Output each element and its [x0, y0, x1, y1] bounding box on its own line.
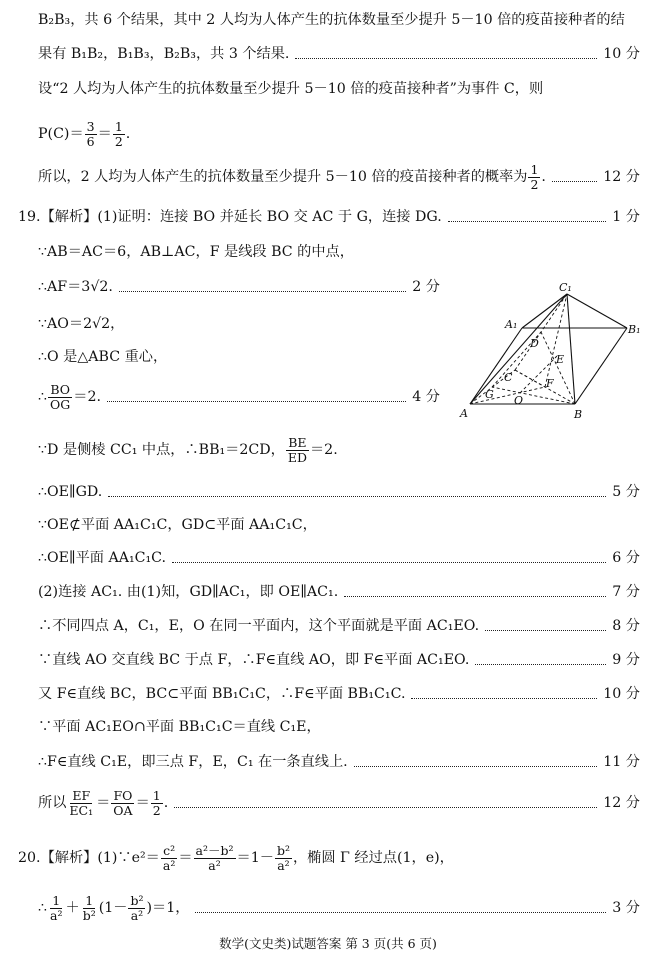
- denominator: 2: [530, 176, 539, 192]
- line-text: 19.【解析】(1)证明：连接 BO 并延长 BO 交 AC 于 G，连接 DG.: [18, 209, 442, 225]
- numerator: 1: [85, 892, 94, 908]
- point-label-F: F: [546, 377, 554, 390]
- text-line: [18, 840, 454, 876]
- line-text: ＝: [135, 795, 150, 811]
- text-line: [38, 77, 543, 101]
- denominator: a²: [208, 857, 221, 873]
- score-label: 9 分: [612, 652, 640, 668]
- fraction: [161, 844, 177, 873]
- fraction: [194, 844, 236, 873]
- numerator: BO: [50, 381, 70, 397]
- edge-C1-B1: [567, 294, 627, 328]
- text-line: [38, 240, 354, 264]
- dot-leader: [174, 807, 597, 808]
- line-text: ∴OE∥GD.: [38, 484, 103, 500]
- edge-A-A1: [470, 328, 522, 404]
- numerator: 1: [52, 892, 61, 908]
- score-label: 10 分: [603, 686, 640, 702]
- text-line: [38, 42, 640, 66]
- fraction: [151, 789, 163, 818]
- text-line: [38, 312, 124, 336]
- fraction: [128, 894, 145, 923]
- text-line: [38, 786, 640, 820]
- point-label-B: B: [574, 408, 583, 421]
- score-label: 2 分: [412, 279, 440, 295]
- dot-leader: [108, 496, 606, 497]
- edge-A1-C1: [522, 294, 567, 328]
- text-line: [38, 648, 640, 672]
- score-label: 1 分: [612, 209, 640, 225]
- line-text: ，椭圆 Γ 经过点(1，e)，: [292, 850, 454, 866]
- point-label-A: A: [460, 407, 468, 420]
- dot-leader: [119, 291, 406, 292]
- line-text: 果有 B₁B₂，B₁B₃，B₂B₃，共 3 个结果.: [38, 46, 290, 62]
- dot-leader: [552, 181, 597, 182]
- score-label: 7 分: [612, 584, 640, 600]
- score-label: 12 分: [603, 169, 640, 185]
- line-text: ＝2.: [73, 389, 101, 405]
- fraction: [81, 894, 98, 923]
- text-line: [38, 890, 640, 926]
- denominator: b²: [82, 907, 96, 923]
- seg-A-F: [470, 387, 545, 404]
- text-line: [38, 160, 640, 194]
- numerator: FO: [113, 787, 133, 803]
- text-line: [38, 614, 640, 638]
- line-text: (2)连接 AC₁. 由(1)知，GD∥AC₁，即 OE∥AC₁.: [38, 584, 339, 600]
- denominator: a²: [50, 907, 63, 923]
- score-label: 8 分: [612, 618, 640, 634]
- dot-leader: [295, 58, 597, 59]
- point-label-E: E: [556, 353, 565, 366]
- dot-leader: [354, 766, 598, 767]
- denominator: 2: [152, 802, 161, 818]
- numerator: b²: [130, 892, 144, 908]
- point-label-B1: B₁: [628, 323, 641, 336]
- line-text: ∵平面 AC₁EO∩平面 BB₁C₁C＝直线 C₁E，: [38, 719, 321, 735]
- line-text: ∴不同四点 A，C₁，E，O 在同一平面内，这个平面就是平面 AC₁EO.: [38, 618, 480, 634]
- text-line: [38, 117, 130, 151]
- fraction: [48, 383, 72, 412]
- dot-leader: [344, 596, 606, 597]
- fraction: [113, 120, 125, 149]
- denominator: EC₁: [69, 802, 94, 818]
- text-line: [38, 480, 640, 504]
- denominator: OA: [113, 802, 133, 818]
- point-label-D: D: [530, 337, 539, 350]
- line-text: ∵AB＝AC＝6，AB⊥AC，F 是线段 BC 的中点，: [38, 244, 354, 260]
- numerator: a²－b²: [195, 842, 234, 858]
- numerator: 1: [530, 161, 539, 177]
- fraction: [48, 894, 64, 923]
- denominator: a²: [277, 857, 290, 873]
- prism-diagram: [455, 276, 645, 426]
- score-label: 6 分: [612, 550, 640, 566]
- line-text: ∴OE∥平面 AA₁C₁C.: [38, 550, 167, 566]
- denominator: OG: [50, 396, 71, 412]
- numerator: 1: [152, 787, 161, 803]
- fraction: [85, 120, 97, 149]
- line-text: ∴AF＝3√2.: [38, 279, 113, 295]
- numerator: EF: [72, 787, 91, 803]
- line-text: ∴F∈直线 C₁E，即三点 F，E，C₁ 在一条直线上.: [38, 754, 348, 770]
- text-line: [38, 275, 440, 299]
- numerator: c²: [163, 842, 176, 858]
- score-label: 11 分: [603, 754, 640, 770]
- point-label-C1: C₁: [559, 281, 572, 294]
- seg-B-D: [541, 332, 575, 404]
- line-text: ＝2.: [309, 442, 338, 458]
- page-footer: 数学(文史类)试题答案 第 3 页(共 6 页): [219, 936, 437, 951]
- denominator: 6: [86, 133, 95, 149]
- numerator: b²: [276, 842, 290, 858]
- line-text: 又 F∈直线 BC，BC⊂平面 BB₁C₁C，∴F∈平面 BB₁C₁C.: [38, 686, 406, 702]
- point-label-O: O: [514, 394, 524, 407]
- fraction: [528, 163, 540, 192]
- text-line: [38, 513, 317, 537]
- score-label: 3 分: [612, 900, 640, 916]
- numerator: 1: [114, 118, 123, 134]
- line-text: ∵AO＝2√2，: [38, 316, 125, 332]
- text-line: [38, 580, 640, 604]
- text-line: [38, 682, 640, 706]
- line-text: B₂B₃，共 6 个结果，其中 2 人均为人体产生的抗体数量至少提升 5－10 倍的疫苗接种者的结: [38, 12, 625, 28]
- denominator: ED: [287, 449, 307, 465]
- line-text: 设“2 人均为人体产生的抗体数量至少提升 5－10 倍的疫苗接种者”为事件 C，则: [38, 81, 544, 97]
- point-label-C: C: [504, 371, 513, 384]
- text-line: [38, 380, 440, 414]
- score-label: 10 分: [603, 46, 640, 62]
- line-text: )＝1，: [146, 900, 190, 916]
- edge-B-B1: [575, 328, 627, 404]
- dot-leader: [485, 630, 606, 631]
- line-text: P(C)＝: [38, 126, 84, 142]
- denominator: a²: [130, 907, 144, 923]
- line-text: ∵OE⊄平面 AA₁C₁C，GD⊂平面 AA₁C₁C，: [38, 517, 317, 533]
- line-text: ＝: [96, 795, 111, 811]
- line-text: ＋: [65, 900, 80, 916]
- line-text: .: [541, 169, 546, 185]
- line-text: 所以，2 人均为人体产生的抗体数量至少提升 5－10 倍的疫苗接种者的概率为: [38, 169, 528, 185]
- line-text: .: [163, 795, 169, 811]
- numerator: BE: [288, 434, 307, 450]
- fraction: [67, 789, 95, 818]
- line-text: ∵直线 AO 交直线 BC 于点 F，∴F∈直线 AO，即 F∈平面 AC₁EO.: [38, 652, 470, 668]
- line-text: ＝: [97, 126, 112, 142]
- numerator: 3: [86, 118, 95, 134]
- dot-leader: [411, 698, 597, 699]
- score-label: 12 分: [603, 795, 640, 811]
- line-text: ∴: [38, 900, 48, 916]
- line-text: 20.【解析】(1)∵e²＝: [18, 850, 160, 866]
- score-label: 5 分: [612, 484, 640, 500]
- text-line: [38, 546, 640, 570]
- line-text: ＝1－: [236, 850, 274, 866]
- text-line: [38, 750, 640, 774]
- line-text: ∴O 是△ABC 重心，: [38, 349, 168, 365]
- denominator: 2: [114, 133, 123, 149]
- score-label: 4 分: [412, 389, 440, 405]
- dot-leader: [475, 664, 606, 665]
- text-line: [38, 8, 625, 32]
- text-line: [38, 715, 321, 739]
- fraction: [111, 789, 134, 818]
- text-line: [18, 205, 640, 229]
- text-line: [38, 345, 167, 369]
- line-text: ∴: [38, 389, 48, 405]
- line-text: ＝: [178, 850, 193, 866]
- dot-leader: [172, 562, 606, 563]
- edge-C1-B: [567, 294, 575, 404]
- line-text: 所以: [38, 795, 67, 811]
- denominator: a²: [162, 857, 176, 873]
- line-text: .: [125, 126, 131, 142]
- dot-leader: [107, 401, 406, 402]
- dot-leader: [448, 221, 607, 222]
- fraction: [275, 844, 292, 873]
- point-label-G: G: [485, 388, 494, 401]
- dot-leader: [195, 912, 606, 913]
- seg-B-G: [492, 387, 575, 404]
- line-text: (1－: [98, 900, 128, 916]
- line-text: ∵D 是侧棱 CC₁ 中点，∴BB₁＝2CD，: [38, 442, 285, 458]
- point-label-A1: A₁: [505, 318, 518, 331]
- text-line: [38, 433, 338, 467]
- fraction: [286, 436, 309, 465]
